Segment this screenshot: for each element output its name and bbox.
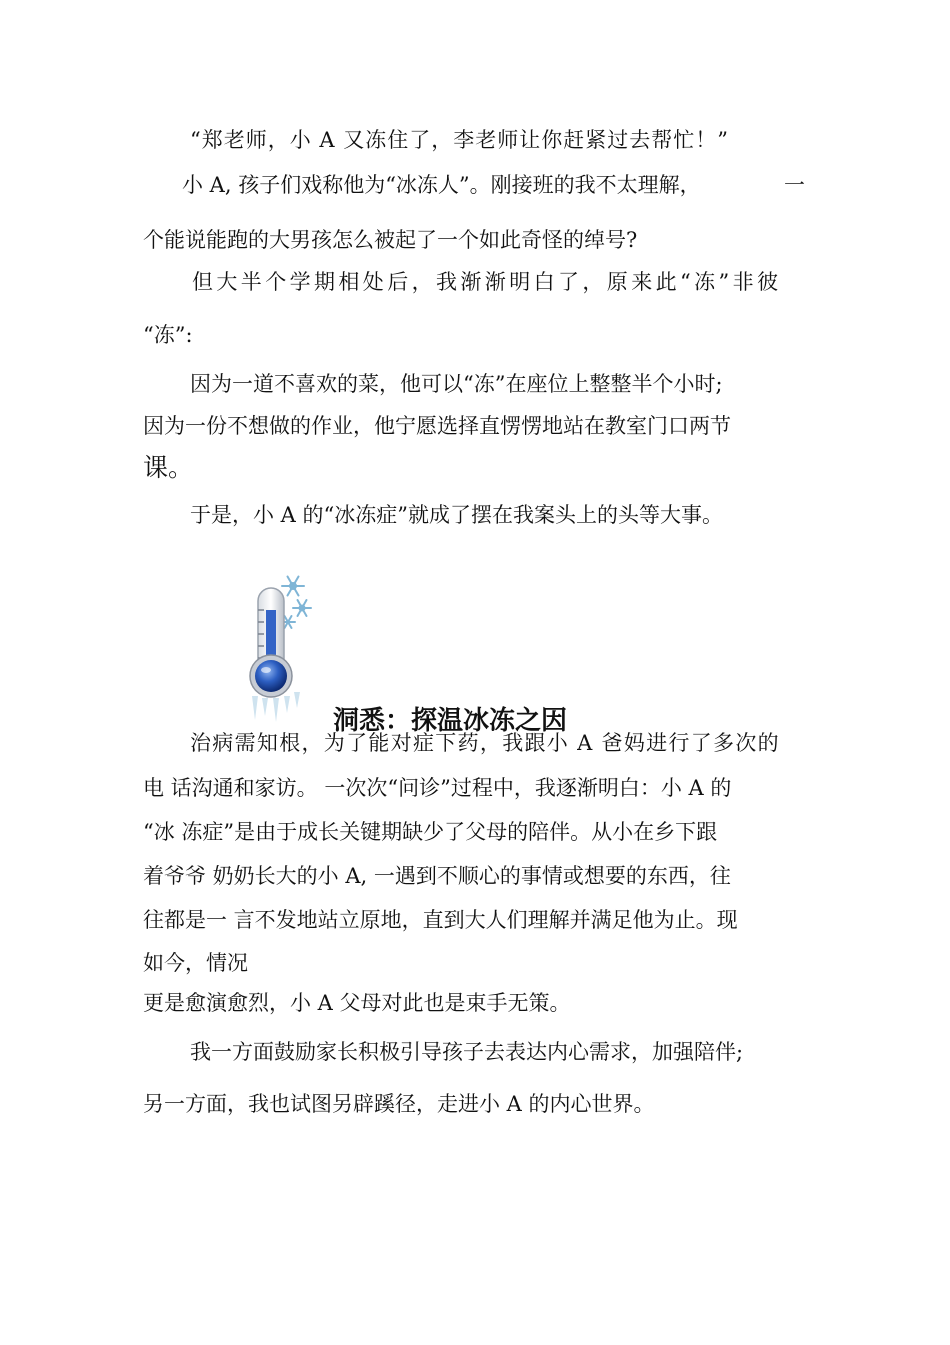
section-heading: 洞悉：探温冰冻之因	[333, 706, 568, 736]
paragraph-line: 课。	[143, 453, 194, 482]
paragraph-line: “冰 冻症”是由于成长关键期缺少了父母的陪伴。从小在乡下跟	[143, 820, 718, 844]
paragraph-line: 另一方面，我也试图另辟蹊径，走进小 A 的内心世界。	[143, 1092, 655, 1116]
paragraph-line: 因为一份不想做的作业，他宁愿选择直愣愣地站在教室门口两节	[143, 414, 731, 438]
paragraph-line: 我一方面鼓励家长积极引导孩子去表达内心需求，加强陪伴;	[190, 1040, 744, 1064]
paragraph-line: 如今，情况	[143, 951, 248, 975]
paragraph-line: 治病需知根，为了能对症下药，我跟小 A 爸妈进行了多次的	[190, 731, 780, 755]
paragraph-line: “郑老师，小 A 又冻住了，李老师让你赶紧过去帮忙！”	[190, 128, 729, 152]
paragraph-line: 因为一道不喜欢的菜，他可以“冻”在座位上整整半个小时;	[190, 372, 723, 396]
paragraph-line: 但大半个学期相处后，我渐渐明白了，原来此“冻”非彼	[192, 270, 782, 294]
paragraph-line: 个能说能跑的大男孩怎么被起了一个如此奇怪的绰号?	[143, 228, 638, 252]
paragraph-line: 更是愈演愈烈，小 A 父母对此也是束手无策。	[143, 991, 571, 1015]
paragraph-line: “冻”:	[143, 323, 193, 347]
paragraph-line: 小 A, 孩子们戏称他为“冰冻人”。刚接班的我不太理解，	[182, 173, 701, 197]
paragraph-line: 往都是一 言不发地站立原地，直到大人们理解并满足他为止。现	[143, 908, 738, 932]
paragraph-line: 于是，小 A 的“冰冻症”就成了摆在我案头上的头等大事。	[190, 503, 723, 527]
paragraph-line: 着爷爷 奶奶长大的小 A, 一遇到不顺心的事情或想要的东西，往	[143, 864, 731, 888]
paragraph-line-end: 一	[784, 173, 805, 197]
thermometer-snowflake-icon	[240, 570, 320, 725]
paragraph-line: 电 话沟通和家访。 一次次“问诊”过程中，我逐渐明白：小 A 的	[143, 776, 732, 800]
